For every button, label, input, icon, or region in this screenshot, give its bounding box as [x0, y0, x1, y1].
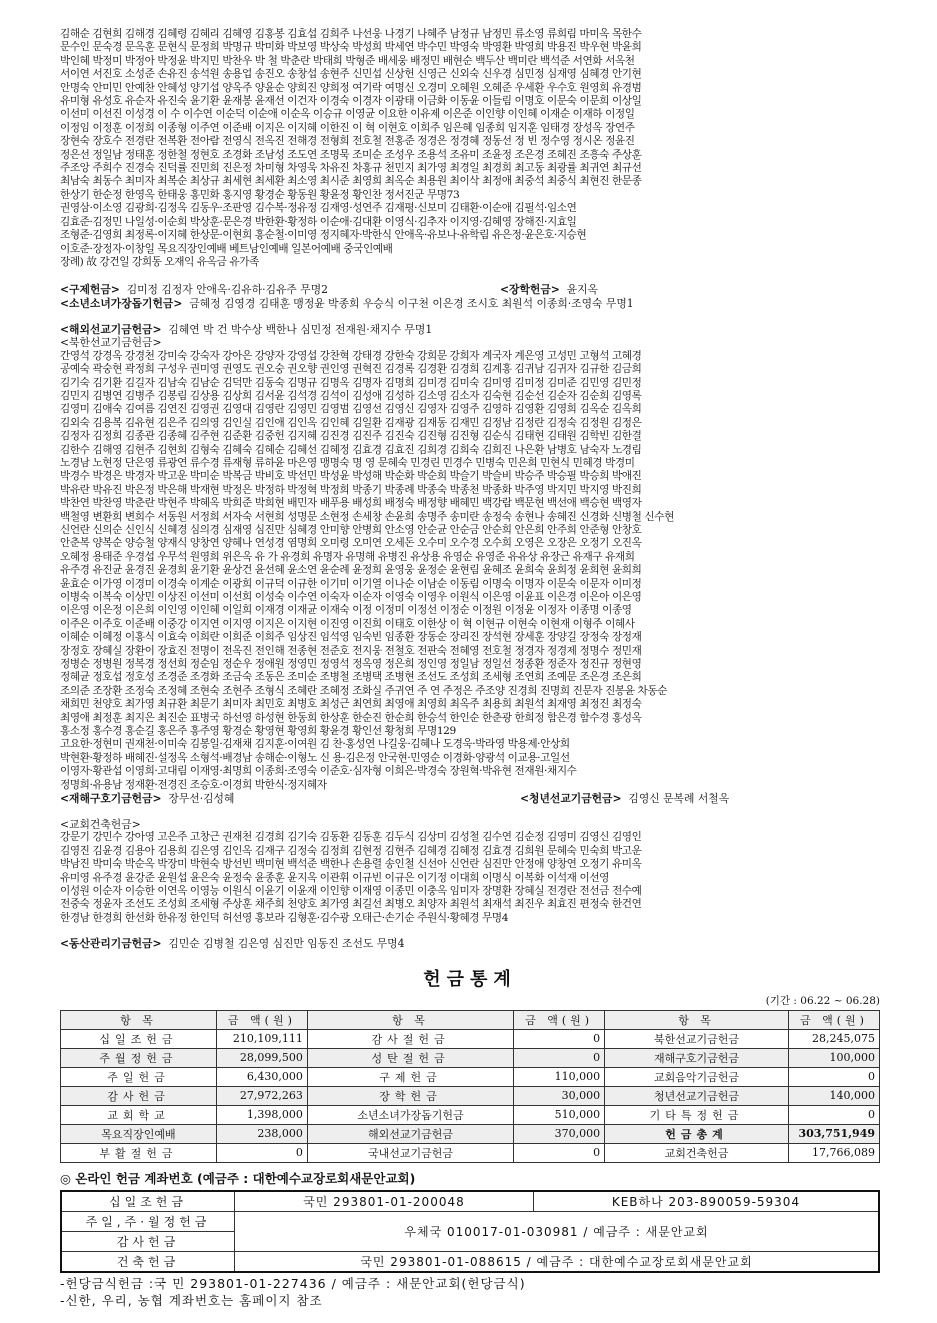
account-label: 건축헌금 — [61, 1251, 235, 1272]
stat-label-total: 헌금총계 — [605, 1124, 789, 1143]
stat-label: 기타특정헌금 — [605, 1105, 789, 1124]
stats-header-row — [61, 1010, 880, 1029]
relief-section — [60, 283, 880, 310]
table-row — [61, 1067, 880, 1086]
account-label: 주일,주·월정헌금 — [61, 1211, 235, 1231]
scholarship-names: 윤지옥 — [566, 283, 598, 297]
names-row: 김외숙 김용복 김유현 김은주 김의영 김인실 김인애 김인옥 김인혜 김일환 김재광 김재동 김재민 김정남 김정란 김정숙 김정원 김정은 — [60, 416, 642, 429]
stat-label: 북한선교기금헌금 — [605, 1029, 789, 1048]
names-row: 박인혜 박정미 박정아 박정윤 박지민 박찬우 박 철 박춘란 박태희 박형준 배세웅 배정민 배현순 백두산 백미란 백석준 서연화 서옥천 — [60, 54, 635, 67]
stat-amount: 210,109,111 — [216, 1029, 307, 1048]
names-block-1 — [60, 28, 880, 269]
youth-mission-names: 김영신 문복례 서철옥 — [628, 792, 730, 806]
names-row: 박남진 박미숙 박순옥 박장미 박현숙 방선빈 백미현 백석준 백한나 손용렬 송인철 신선아 신언란 심진만 안정애 양창연 오정기 유미옥 — [60, 858, 642, 871]
names-row: 전중숙 정윤자 조선도 조성희 조세형 주상훈 채주희 천양호 최가영 최길선 최병오 최양자 최원석 최재석 최진우 최효진 편정숙 한건연 — [60, 898, 642, 911]
names-row: 이혜순 이혜정 이홍식 이효숙 이희란 이희준 이희주 임상진 임석영 임숙빈 임종환 장동순 장리진 장석현 장세훈 장양길 장정숙 장정재 — [60, 631, 642, 644]
stat-label: 구제헌금 — [307, 1067, 513, 1086]
names-row: 김한수 김해영 김현주 김현희 김형숙 김혜숙 김혜순 김혜선 김혜정 김효경 김효진 김희경 김희숙 김희진 나은환 남병호 남숙자 노경림 — [60, 443, 642, 456]
account-number: KEB하나 203-890059-59304 — [533, 1191, 879, 1212]
names-row: 한상기 한순정 한영옥 한태웅 홍민화 홍지영 황경순 황동원 황윤정 황인찬 정서진군 무명73 — [60, 188, 460, 201]
relief-names: 김미정 김정자 안애옥·김유하·김유주 무명2 — [126, 283, 329, 297]
stat-label: 교회음악기금헌금 — [605, 1067, 789, 1086]
names-row: 김민지 김병연 김병주 김봉림 김상용 김상희 김서윤 김석경 김석이 김성애 김성하 김소영 김소자 김숙현 김순선 김순자 김순희 김영록 — [60, 389, 642, 402]
overseas-names: 김혜연 박 건 박수상 백한나 심민정 전재원·채지수 무명1 — [168, 322, 433, 336]
names-row: 이호준·장정자·이창일 목요직장인예배 베트남인예배 일본어예배 중국인예배 — [60, 242, 393, 255]
names-row: 노경남 노현정 단은영 류광연 류수경 류재형 류하윤 마은영 맹명숙 명 영 문혜숙 민경린 민경수 민병숙 민은희 민현식 민혜경 박경미 — [60, 456, 635, 469]
stat-label: 감사절헌금 — [307, 1029, 513, 1048]
col-item: 항 목 — [61, 1010, 217, 1029]
col-amount: 금 액(원) — [216, 1010, 307, 1029]
names-row: 조의준 조장환 조정숙 조정혜 조현숙 조현주 조형식 조혜란 조혜정 조화실 주귀연 주 연 주정은 주조양 진경희 진명희 진문자 진봉윤 차동순 — [60, 684, 668, 697]
youth-family-names: 금혜정 김영경 김태훈 맹정윤 박종희 우승식 이구천 이은경 조시호 최원석 이종희·조영숙 무명1 — [189, 296, 634, 310]
stat-amount: 0 — [789, 1105, 880, 1124]
table-row — [61, 1029, 880, 1048]
youth-mission-heading: <청년선교기금헌금> — [520, 792, 622, 806]
names-row: 박현환·황정하 배혜진·설정옥 소형석·배경남 송해순·이형노 신 용·김은정 안국현·민영순 이경화·양광석 이교용·고일선 — [60, 751, 570, 764]
names-row: 공예숙 곽숭현 곽정희 구성우 권미영 권영도 권오숭 권오향 권인영 권혁진 김경록 김경환 김경희 김계홍 김귀남 김귀자 김규한 김금희 — [60, 363, 642, 376]
note-line: -헌당금식헌금 :국 민 293801-01-227436 / 예금주 : 새문안교회(헌당금식) — [60, 1275, 526, 1291]
funeral-line: 장례) 故 강건일 강희동 오재익 유옥금 유가족 — [60, 255, 259, 268]
stat-label: 십일조헌금 — [61, 1029, 217, 1048]
stat-amount: 27,972,263 — [216, 1086, 307, 1105]
names-row: 정혜균 정호섭 정호성 조경준 조경화 조금숙 조동은 조미순 조병철 조병택 조병현 조선도 조성희 조세형 조연희 조예문 조은경 조은희 — [60, 671, 642, 684]
table-row — [61, 1048, 880, 1067]
stat-label: 성탄절헌금 — [307, 1048, 513, 1067]
names-row: 장현숙 장호수 전경란 전복환 전아람 전영식 전옥진 전해경 전형희 전호철 전홍준 정경은 정경혜 정동선 정 빈 정수영 정시온 정윤진 — [60, 135, 635, 148]
names-row: 박경수 박경은 박경자 박고운 박미순 박복금 박비호 박선민 박성윤 박성해 박순화 박순희 박슬기 박슬비 박승주 박승필 박승희 박애진 — [60, 470, 642, 483]
relief-heading: <구제헌금> — [60, 283, 120, 297]
names-row: 최영애 최정훈 최지은 최진순 표병국 하선영 하성현 한동희 한상훈 한순진 한순희 한승석 한인순 한춘광 한희정 함은경 함수경 홍성옥 — [60, 711, 642, 724]
stat-amount: 28,099,500 — [216, 1048, 307, 1067]
names-row: 정병순 정병원 정복경 정선희 정순임 정순우 정애원 정영민 정영석 정옥영 정은희 정인영 정일남 정일선 정종환 정준자 정진규 정현영 — [60, 658, 642, 671]
stat-amount: 1,398,000 — [216, 1105, 307, 1124]
names-row: 김효준·김정민 나일성·이순희 박상훈·문은경 박한환·황정하 이순애·김대환 이영식·김추자 이지영·김혜영 장해진·지효일 — [60, 215, 577, 228]
stat-label: 부활절헌금 — [61, 1143, 217, 1162]
note-line: -신한, 우리, 농협 계좌번호는 홈페이지 참조 — [60, 1292, 323, 1308]
names-row: 유미형 유성호 유순자 유진숙 윤기환 윤재봉 윤재선 이건자 이경숙 이경자 이광태 이금화 이동윤 이들림 이명호 이문숙 이문희 이상일 — [60, 95, 642, 108]
names-row: 안명숙 안미민 안예찬 안혜성 양기섭 양옥주 양윤순 양희진 양희정 여기락 여명신 오경미 오혜원 오혜준 우세환 우수호 원영희 유경범 — [60, 81, 642, 94]
names-row: 권영삼·이소영 김광희·김정옥 김동우·조판영 김수복·정유정 김재영·성연주 김재평·신보미 김태환·이순애 김필석·임소연 — [60, 202, 577, 215]
names-row: 이성원 이순자 이승한 이연옥 이영능 이원식 이윤기 이윤재 이인향 이재영 이종민 이충옥 임미자 장명환 장혜실 전경란 전선금 전수예 — [60, 884, 642, 897]
table-row — [61, 1124, 880, 1143]
col-amount: 금 액(원) — [789, 1010, 880, 1029]
names-row: 문수인 문숙경 문옥훈 문현식 문정희 박명규 박미화 박보영 박상숙 박성희 박세연 박수민 박영숙 박영환 박영희 박용진 박우현 박윤희 — [60, 41, 642, 54]
names-row: 신언란 신의순 신인식 신혜경 심의경 심재영 심진만 심혜경 안미향 안병희 안소영 안순균 안순금 안순희 안은희 안주희 안준형 안창호 — [60, 523, 642, 536]
names-row: 유미영 유주경 윤강준 윤원섭 윤은숙 윤정숙 윤종훈 윤지옥 이관휘 이규빈 이규은 이기정 이대희 이명식 이복화 이석재 이선영 — [60, 871, 609, 884]
names-row: 장정호 장혜실 장환이 장효진 전명이 전옥진 전인해 전종현 전준호 전지웅 전철호 전판숙 전혜영 전호철 정경자 정경제 정명수 정민재 — [60, 644, 642, 657]
col-item: 항 목 — [307, 1010, 513, 1029]
cemetery-names: 김민순 김병철 김은영 심진만 임동진 조선도 무명4 — [168, 937, 405, 951]
stat-label: 해외선교기금헌금 — [307, 1124, 513, 1143]
col-item: 항 목 — [605, 1010, 789, 1029]
names-row: 서이연 서진호 소성준 손유진 송석원 송용업 송진오 송창섭 송현주 신민섭 신상헌 신영근 신외숙 신우경 심민정 심재영 심혜경 안기현 — [60, 68, 642, 81]
names-row: 박유란 박유진 박은정 박은해 박재현 박정은 박정하 박정혁 박정희 박종기 박종례 박종숙 박종천 박종화 박주영 박지민 박지영 박진희 — [60, 483, 642, 496]
names-row: 고요한·정현미 권재천·이미숙 김봉일·김재채 김지훈·이여원 김 찬·홍성연 나길웅·김혜나 도경욱·박라영 박용제·안상희 — [60, 738, 570, 751]
stat-amount: 100,000 — [789, 1048, 880, 1067]
names-row: 오혜정 용태준 우경섭 우무석 원영희 위은옥 유 가 유경희 유명자 유명해 유병진 유상용 유영순 유영준 유유상 유장근 유재구 유재희 — [60, 550, 635, 563]
names-row: 이영자·황관섭 이영희·고대림 이재영·최명희 이종희·조영숙 이준호·심자형 이희은·박경숙 장원혁·박유현 전재원·채지수 — [60, 765, 577, 778]
names-row: 이주은 이주호 이준배 이중강 이지연 이지영 이지은 이지현 이진영 이진희 이태호 이한상 이 혁 이현규 이현숙 이현재 이형주 이혜사 — [60, 617, 635, 630]
stat-amount: 0 — [514, 1048, 605, 1067]
stat-label: 청년선교기금헌금 — [605, 1086, 789, 1105]
account-notes — [60, 1275, 880, 1309]
table-row — [61, 1105, 880, 1124]
names-row: 김기숙 김기환 김길자 김남숙 김남순 김덕만 김동숙 김명규 김명옥 김명자 김명희 김미경 김미숙 김미영 김미정 김미준 김민영 김민정 — [60, 376, 642, 389]
stat-amount: 110,000 — [514, 1067, 605, 1086]
stat-label: 목요직장인예배 — [61, 1124, 217, 1143]
disaster-names: 장무선·김성혜 — [168, 792, 235, 806]
offering-page — [60, 28, 880, 1309]
names-row: 유주경 유진균 윤경진 윤경희 윤기환 윤상건 윤선혜 윤소연 윤순례 윤정희 윤영웅 윤정순 윤현림 윤혜조 윤희숙 윤희정 윤희현 윤희희 — [60, 564, 642, 577]
names-row: 이은영 이은정 이은희 이인영 이인혜 이일희 이재경 이재균 이재숙 이정 이정미 이정선 이정순 이정원 이정윤 이정자 이종명 이종영 — [60, 604, 632, 617]
names-row: 정은선 정일남 정태훈 정한철 정현호 조경화 조남성 조도연 조명묵 조미순 조성우 조용석 조유미 조윤정 조은경 조혜진 조흥숙 주상훈 — [60, 148, 642, 161]
stat-amount: 370,000 — [514, 1124, 605, 1143]
table-row — [61, 1143, 880, 1162]
stat-amount: 238,000 — [216, 1124, 307, 1143]
names-row: 홍소정 홍수경 홍순길 홍은주 홍주영 황경순 황영현 황영희 황윤경 황인선 황청희 무명129 — [60, 725, 456, 738]
names-row: 한경남 한경희 한선화 한유정 한인덕 허선영 홍보라 김형훈·김수광 오태근·손기순 주원식·황혜경 무명4 — [60, 911, 509, 924]
account-label: 감사헌금 — [61, 1231, 235, 1251]
stat-amount: 510,000 — [514, 1105, 605, 1124]
names-row: 조형준·김영희 최정록·이지혜 한상문·이현희 홍순철·이미영 정지혜자·박한식 안애옥·유보나·유학림 유은정·윤은호·지승현 — [60, 229, 587, 242]
stat-label: 감사헌금 — [61, 1086, 217, 1105]
stats-period: (기간 : 06.22 ~ 06.28) — [765, 994, 880, 1007]
stat-label: 국내선교기금헌금 — [307, 1143, 513, 1162]
stats-table — [60, 1010, 880, 1163]
building-names — [60, 831, 880, 925]
names-row: 강문기 강민수 강아영 고은주 고창근 권재천 김경희 김기숙 김동환 김동훈 김두식 김상미 김성철 김수연 김순정 김영미 김영신 김영인 — [60, 831, 642, 844]
scholarship-heading: <장학헌금> — [500, 283, 560, 297]
stat-amount: 30,000 — [514, 1086, 605, 1105]
names-row: 백철영 변환희 변희수 서동원 서정희 서자숙 서현희 성명문 소현정 손세창 손윤희 송명주 송미란 송정숙 송현나 송혜진 신경화 신병철 신수현 — [60, 510, 674, 523]
stat-amount: 0 — [514, 1029, 605, 1048]
names-row: 김영진 김윤경 김용아 김용희 김은영 김인옥 김재구 김정숙 김정희 김현정 김현주 김혜경 김혜정 김효경 김희원 문혜숙 민숙희 박고운 — [60, 844, 642, 857]
accounts-title: ◎ 온라인 헌금 계좌번호 (예금주 : 대한예수교장로회새문안교회) — [60, 1170, 416, 1186]
names-row: 김영미 김애숙 김여름 김연진 김영권 김영대 김영란 김영민 김영범 김영선 김영신 김영자 김영주 김영하 김영환 김영희 김옥순 김옥희 — [60, 403, 642, 416]
stat-label: 주일헌금 — [61, 1067, 217, 1086]
names-row: 박찬연 박찬영 박춘란 박현주 박혜옥 박희준 박희현 배민자 배푸용 배성희 배정숙 배정향 배혜민 백강람 백문현 백선애 백승현 백영자 — [60, 497, 642, 510]
names-row: 정명희·유용남 정재환·전경진 조승호·이경희 박한식·정지혜자 — [60, 778, 327, 791]
stat-amount: 140,000 — [789, 1086, 880, 1105]
cemetery-section — [60, 937, 880, 951]
account-label: 십일조헌금 — [61, 1191, 235, 1212]
account-number: 국민 293801-01-200048 — [235, 1191, 534, 1212]
names-row: 간영석 강경옥 강경천 강미숙 강숙자 강아은 강양자 강영섭 강찬혁 강태경 강한숙 강희문 강희자 계국자 계은영 고성민 고형석 고혜경 — [60, 349, 642, 362]
stat-label: 소년소녀가장돕기헌금 — [307, 1105, 513, 1124]
youth-family-heading: <소년소녀가장돕기헌금> — [60, 296, 183, 310]
northkorea-heading: <북한선교기금헌금> — [60, 336, 162, 350]
overseas-section — [60, 323, 880, 337]
stat-amount: 17,766,089 — [789, 1143, 880, 1162]
northkorea-names — [60, 350, 880, 792]
stats-title: 헌금통계 — [423, 968, 517, 990]
names-row: 안춘복 양복순 양승철 양재식 양창연 양혜나 연성경 염명희 오미령 오미연 오세돈 오수미 오수경 오수희 오영은 오장은 오정기 오진옥 — [60, 537, 642, 550]
col-amount: 금 액(원) — [514, 1010, 605, 1029]
overseas-heading: <해외선교기금헌금> — [60, 322, 162, 336]
stat-label: 주월정헌금 — [61, 1048, 217, 1067]
stat-amount-total: 303,751,949 — [789, 1124, 880, 1143]
names-row: 이선미 이선진 이성경 이 수 이수연 이순덕 이순애 이순옥 이승규 이영균 이요한 이유제 이은준 이인향 이인혜 이재순 이재하 이정일 — [60, 108, 635, 121]
stat-amount: 0 — [216, 1143, 307, 1162]
table-row — [61, 1191, 879, 1212]
table-row — [61, 1251, 879, 1272]
account-number: 우체국 010017-01-030981 / 예금주 : 새문안교회 — [235, 1211, 880, 1251]
stat-label: 재해구호기금헌금 — [605, 1048, 789, 1067]
stat-amount: 28,245,075 — [789, 1029, 880, 1048]
disaster-heading: <재해구호기금헌금> — [60, 792, 162, 806]
stat-amount: 0 — [789, 1067, 880, 1086]
stat-label: 장학헌금 — [307, 1086, 513, 1105]
names-row: 채희민 천양호 최가영 최규환 최문기 최미자 최민호 최병호 최성근 최연희 최영애 최영희 최옥주 최용희 최원석 최재영 최정진 최정숙 — [60, 698, 642, 711]
names-row: 윤효순 이가영 이경미 이경숙 이계순 이광희 이규덕 이규한 이기미 이기열 이나순 이남순 이동림 이명숙 이명자 이문숙 이문자 이미정 — [60, 577, 642, 590]
names-row: 최남숙 최동수 최미자 최복순 최상규 최세현 최세환 최소영 최시준 최영희 최옥순 최용원 최이삭 최정애 최중석 최중식 최현진 한문종 — [60, 175, 642, 188]
stat-amount: 6,430,000 — [216, 1067, 307, 1086]
table-row — [61, 1211, 879, 1231]
building-heading: <교회건축헌금> — [60, 817, 141, 831]
names-row: 주조앙 주희수 진경숙 진덕률 진민희 진은정 차미형 차영욱 차유진 차홍규 천민지 최가영 최경일 최경희 최고동 최광률 최귀연 최규선 — [60, 162, 642, 175]
cemetery-heading: <동산관리기금헌금> — [60, 937, 162, 951]
stat-amount: 0 — [514, 1143, 605, 1162]
names-row: 김해순 김현희 김해경 김혜령 김혜리 김혜영 김홍봉 김효섭 김희주 나선웅 나경기 나혜주 남정규 남정민 류소영 류희림 마미옥 목한수 — [60, 28, 642, 40]
table-row — [61, 1086, 880, 1105]
account-number: 국민 293801-01-088615 / 예금주 : 대한예수교장로회새문안교회 — [235, 1251, 880, 1272]
stat-label: 교회건축헌금 — [605, 1143, 789, 1162]
accounts-table — [60, 1190, 880, 1273]
names-row: 김정자 김정희 김종관 김종혜 김주현 김준환 김중헌 김지혜 김진경 김진주 김진숙 김진형 김진형 김순식 김태현 김태원 김학빈 김한결 — [60, 430, 642, 443]
stat-label: 교회학교 — [61, 1105, 217, 1124]
names-row: 이병숙 이복숙 이상민 이상진 이선미 이선희 이성숙 이수연 이숙자 이순자 이영숙 이영우 이원식 이은영 이윤표 이은경 이은아 이은영 — [60, 591, 642, 603]
names-row: 이정임 이정훈 이정희 이종형 이주연 이준배 이지은 이지혜 이한진 이 혁 이현호 이희주 임은혜 임종희 임지훈 임태경 장성옥 장연주 — [60, 121, 635, 134]
disaster-youth-section — [60, 792, 880, 806]
